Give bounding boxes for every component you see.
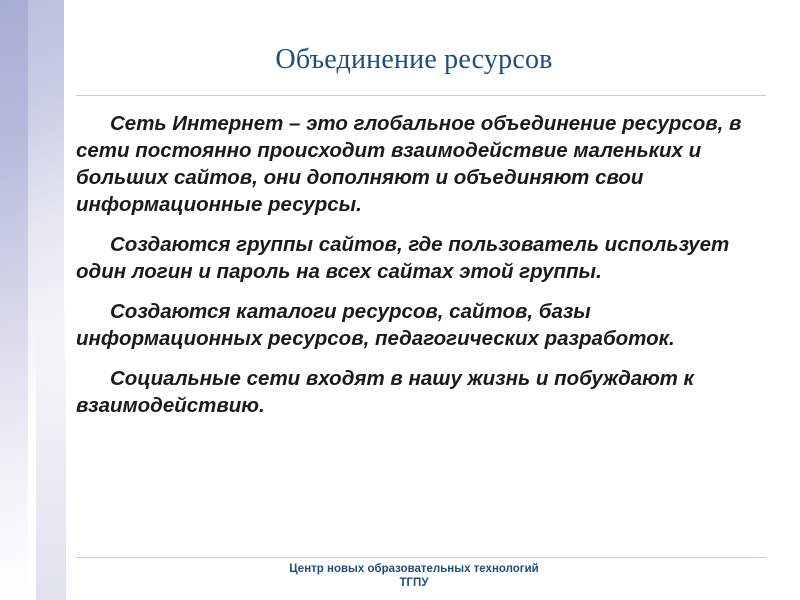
footer-line-organization: Центр новых образовательных технологий (289, 563, 539, 575)
slide-footer (64, 562, 764, 591)
slide-title: Объединение ресурсов (275, 44, 553, 75)
body-paragraph: Создаются каталоги ресурсов, сайтов, базы информационных ресурсов, педагогических разработок. (76, 300, 675, 351)
left-band-inner-stripe (0, 0, 28, 600)
body-paragraph: Социальные сети входят в нашу жизнь и побуждают к взаимодействию. (76, 367, 694, 418)
footer-line-abbreviation: ТГПУ (399, 577, 429, 590)
left-decorative-band (0, 0, 64, 600)
body-paragraph: Создаются группы сайтов, где пользователь использует один логин и пароль на всех сайтах этой группы. (76, 233, 730, 284)
slide-body (76, 110, 748, 419)
title-divider (76, 95, 766, 96)
left-band-accent-stripe (36, 300, 66, 600)
body-paragraph: Сеть Интернет – это глобальное объединение ресурсов, в сети постоянно происходит взаимодействие маленьких и больших сайтов, они дополняют и объединяют свои информационные ресурсы. (76, 112, 742, 217)
footer-divider (76, 557, 766, 558)
